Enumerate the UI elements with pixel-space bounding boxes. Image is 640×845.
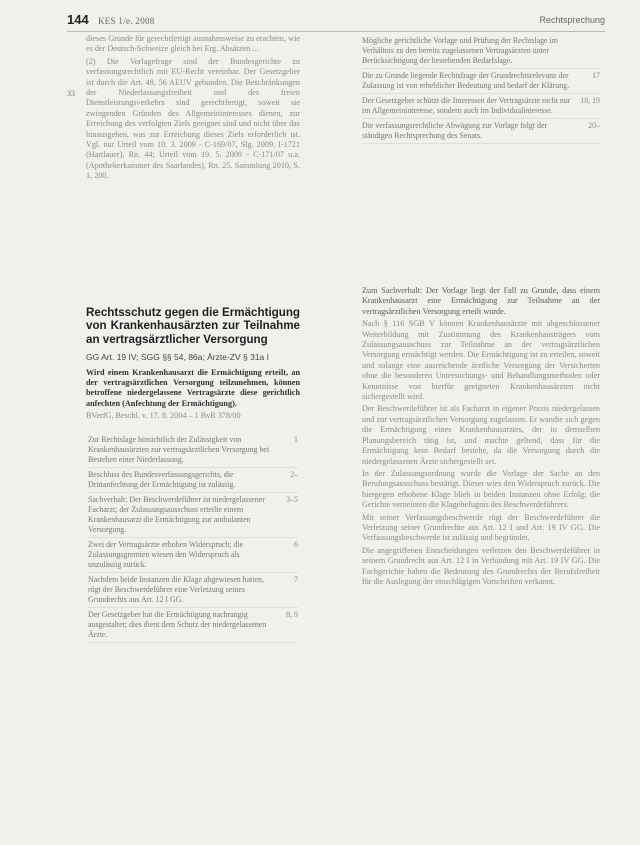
paragraph-number: 33 bbox=[67, 89, 75, 98]
decision-reference: BVerfG, Beschl. v. 17. 8. 2004 – 1 BvR 378/00 bbox=[86, 411, 241, 421]
table-row: Die zu Grunde liegende Rechtsfrage der Grundrechtsrelevanz der Zulassung ist von erheblicher Bedeutung und bedarf der Klärung. 17 bbox=[362, 69, 600, 94]
table-row: Nachdem beide Instanzen die Klage abgewiesen hatten, rügt der Beschwerdeführer eine Verletzung seines Grundrechts aus Art. 12 I GG. 7 bbox=[88, 573, 298, 608]
left-text-b: (2) Die Vorlagefrage sind der Bundesgerichte zu verfassungsrechtlich mit EU-Recht vereinbar. Der Gesetzgeber ist durch die Art. 49, 56 AEUV gebunden. Die Beschränkungen der Niederlassungsfreiheit und des freien Dienstleistungsverkehrs sind gerechtfertigt, soweit sie zwingenden Gründen des Allgemeininteresses dienen, zur Erreichung des verfolgten Ziels geeignet sind und nicht über das hinausgehen, was zur Erreichung dieses Ziels erforderlich ist. Vgl. nur Urteil vom 10. 3. 2009 - C-169/07, Slg. 2009, I-1721 (Hartlauer), Rn. 44; Urteil vom 19. 5. 2009 - C-171/07 u.a. (Apothekerkammer des Saarlandes), Rn. 25. Sammlung 2010, S. 1, 200. bbox=[86, 56, 300, 181]
left-column-top bbox=[86, 34, 300, 288]
body-paragraph: Die angegriffenen Entscheidungen verletzen den Beschwerdeführer in seinem Grundrecht aus Art. 12 I in Verbindung mit Art. 19 IV GG. Die Fachgerichte haben die Bedeutung des Grundrechts der Berufsfreiheit für die Auslegung der einschlägigen Vorschriften verkannt. bbox=[362, 545, 600, 586]
article-head bbox=[86, 306, 300, 424]
table-row: Der Gesetzgeber schützt die Interessen der Vertragsärzte nicht nur im Allgemeininteresse, sondern auch im Individualinteresse. 18, 19 bbox=[362, 94, 600, 119]
body-paragraph: Nach § 116 SGB V können Krankenhausärzte mit abgeschlossener Weiterbildung mit Zustimmung des Krankenhausträgers vom Zulassungsausschuss zur Teilnahme an der vertragsärztlichen Versorgung ermächtigt werden. Die Ermächtigung ist zu erteilen, soweit und solange eine ausreichende ärztliche Versorgung der Versicherten ohne die besonderen Untersuchungs- und Behandlungsmethoden oder Kenntnisse von hierfür geeigneten Krankenhausärzten nicht sichergestellt wird. bbox=[362, 319, 600, 402]
table-row: Zur Rechtslage hinsichtlich der Zulässigkeit von Krankenhausärzten zur vertragsärztlichen Versorgung bei Bestehen einer Niederlassung. 1 bbox=[88, 433, 298, 468]
body-paragraph: In der Zulassungsordnung wurde die Vorlage der Sache an den Berufungsausschuss bestätigt. Dieser wies den Widerspruch zurück. Die hiergegen erhobene Klage blieb in beiden Instanzen ohne Erfolg; die Gerichte verneinten die Klagebefugnis des Beschwerdeführers. bbox=[362, 468, 600, 510]
table-row: Die verfassungsrechtliche Abwägung zur Vorlage folgt der ständigen Rechtsprechung des Senats. 20– bbox=[362, 119, 600, 144]
article-lead: Wird einem Krankenhausarzt die Ermächtigung erteilt, an der vertragsärztlichen Versorgung teilzunehmen, können betroffene niedergelassene Vertragsärzte diese gerichtlich anfechten (Anfechtung der Ermächtigung). bbox=[86, 367, 300, 408]
table-row: Mögliche gerichtliche Vorlage und Prüfung der Rechtslage im Verhältnis zu den bereits zugelassenen Vertragsärzten unter Berücksichtigung der bestehenden Bedarfslage. bbox=[362, 34, 600, 69]
body-paragraph: Der Beschwerdeführer ist als Facharzt in eigener Praxis niedergelassen und zur vertragsärztlichen Versorgung zugelassen. Er wandte sich gegen die Ermächtigung eines Krankenhausarztes, der in demselben Planungsbereich tätig ist, und machte geltend, dass für die Ermächtigung kein Bedarf bestehe, da die Versorgung durch die niedergelassenen Ärzte sichergestellt sei. bbox=[362, 404, 600, 466]
page-number: 144 bbox=[67, 12, 89, 27]
body-intro: Zum Sachverhalt: Der Vorlage liegt der Fall zu Grunde, dass einem Krankenhausarzt eine Ermächtigung zur Teilnahme an der vertragsärztlichen Versorgung erteilt wurde. bbox=[362, 286, 600, 316]
table-row: Beschluss des Bundesverfassungsgerichts, die Drittanfechtung der Ermächtigung ist zulässig. 2– bbox=[88, 468, 298, 493]
page-header bbox=[67, 12, 155, 28]
article-headline: Rechtsschutz gegen die Ermächtigung von Krankenhausärzten zur Teilnahme an vertragsärztlicher Versorgung bbox=[86, 306, 300, 346]
right-summary-table bbox=[362, 34, 600, 274]
left-text-a: dieses Grunde für gerechtfertigt ausnahmsweise zu erachten, wie es der Deutsch-Schweize gleich bei Erg. Absätzen ... bbox=[86, 34, 300, 54]
table-row: Zwei der Vertragsärzte erhoben Widerspruch; die Zulassungsgremien wiesen den Widerspruch als unzulässig zurück. 6 bbox=[88, 538, 298, 573]
left-summary-table bbox=[88, 433, 298, 828]
right-column-body bbox=[362, 286, 600, 832]
section-title: Rechtsprechung bbox=[539, 15, 605, 25]
table-row: Der Gesetzgeber hat die Ermächtigung nachrangig ausgestaltet; dies dient dem Schutz der niedergelassenen Ärzte. 8, 9 bbox=[88, 608, 298, 643]
article-citation: GG Art. 19 IV; SGG §§ 54, 86a; Ärzte-ZV § 31a I bbox=[86, 352, 269, 363]
journal-reference: KES 1/e. 2008 bbox=[97, 16, 155, 26]
table-row: Sachverhalt: Der Beschwerdeführer ist niedergelassener Facharzt; der Zulassungsausschuss erteilte einem Krankenhausarzt die Ermächtigung zur ambulanten Versorgung. 3–5 bbox=[88, 493, 298, 538]
body-paragraph: Mit seiner Verfassungsbeschwerde rügt der Beschwerdeführer die Verletzung seiner Grundrechte aus Art. 12 I und Art. 19 IV GG. Die Verfassungsbeschwerde ist zulässig und begründet. bbox=[362, 512, 600, 543]
header-rule bbox=[67, 31, 605, 32]
